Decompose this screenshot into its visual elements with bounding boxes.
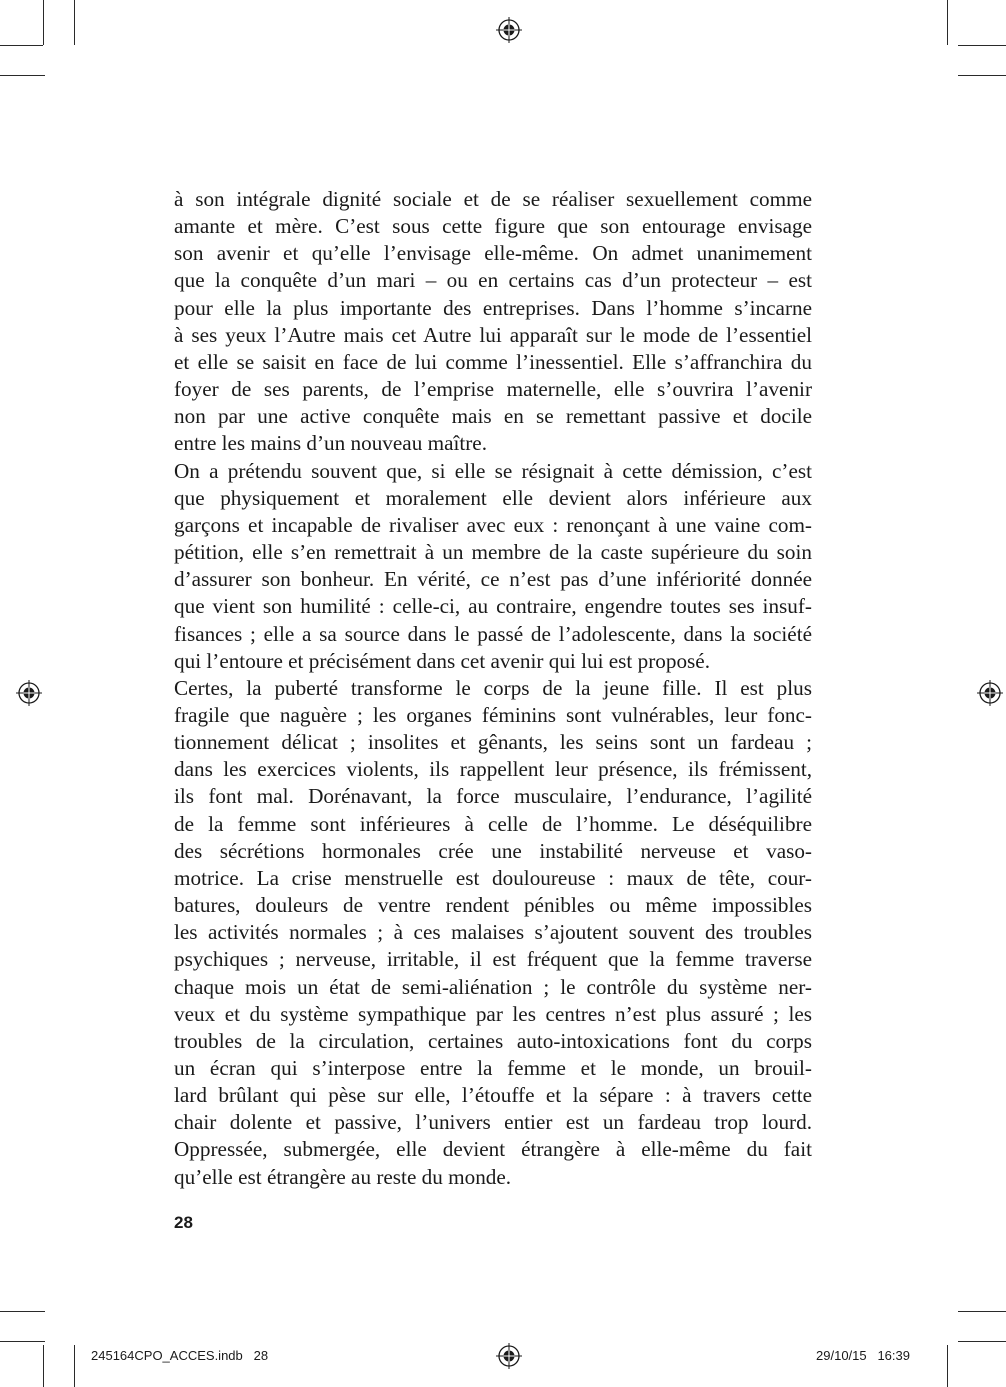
text-line: les activités normales ; à ces malaises s’ajoutent souvent des troubles (174, 920, 812, 945)
text-line: et elle se saisit en face de lui comme l’inessentiel. Elle s’affranchira du (174, 349, 812, 374)
text-line: un écran qui s’interpose entre la femme et le monde, un brouil- (174, 1056, 812, 1080)
text-line: chair dolente et passive, l’univers entier est un fardeau trop lourd. (174, 1110, 812, 1135)
text-line: psychiques ; nerveuse, irritable, il est fréquent que la femme traverse (174, 947, 812, 972)
text-line: fisances ; elle a sa source dans le passé de l’adolescente, dans la société (174, 621, 812, 646)
text-line: fragile que naguère ; les organes féminins sont vulnérables, leur fonc- (174, 702, 812, 727)
text-line: pour elle la plus importante des entreprises. Dans l’homme s’incarne (174, 295, 812, 320)
text-line: amante et mère. C’est sous cette figure que son entourage envisage (174, 214, 812, 239)
text-line: tionnement délicat ; insolites et gênants, les seins sont un fardeau ; (174, 730, 812, 755)
text-line: On a prétendu souvent que, si elle se résignait à cette démission, c’est (174, 458, 812, 483)
text-line: foyer de ses parents, de l’emprise maternelle, elle s’ouvrira l’avenir (174, 377, 812, 402)
text-line: qu’elle est étrangère au reste du monde. (174, 1164, 512, 1189)
text-line: de la femme sont inférieures à celle de l’homme. Le déséquilibre (174, 811, 812, 836)
crop-mark (0, 1341, 45, 1342)
slug-timestamp: 29/10/15 16:39 (816, 1348, 910, 1363)
registration-mark-icon (977, 680, 1003, 706)
text-line: troubles de la circulation, certaines auto-intoxications font du corps (174, 1028, 812, 1053)
text-line: à ses yeux l’Autre mais cet Autre lui apparaît sur le mode de l’essentiel (174, 322, 812, 347)
text-line: des sécrétions hormonales crée une instabilité nerveuse et vaso- (174, 838, 812, 863)
crop-mark (0, 1311, 45, 1312)
crop-mark (43, 1345, 44, 1387)
text-line: garçons et incapable de rivaliser avec eux : renonçant à une vaine com- (174, 512, 812, 537)
paragraph (174, 458, 812, 675)
crop-mark (947, 0, 948, 45)
paragraph (174, 675, 812, 1191)
crop-mark (0, 75, 45, 76)
text-line: que physiquement et moralement elle devient alors inférieure aux (174, 485, 812, 510)
text-line: pétition, elle s’en remettrait à un membre de la caste supérieure du soin (174, 540, 812, 565)
crop-mark (958, 1341, 1006, 1342)
body-text (174, 186, 812, 1191)
text-line: chaque mois un état de semi-aliénation ; le contrôle du système ner- (174, 974, 812, 999)
text-line: entre les mains d’un nouveau maître. (174, 431, 488, 456)
crop-mark (0, 45, 43, 46)
text-line: que la conquête d’un mari – ou en certains cas d’un protecteur – est (174, 268, 812, 293)
text-line: batures, douleurs de ventre rendent pénibles ou même impossibles (174, 893, 812, 918)
text-line: Certes, la puberté transforme le corps de la jeune fille. Il est plus (174, 675, 812, 700)
registration-mark-icon (16, 680, 42, 706)
crop-mark (958, 75, 1006, 76)
paragraph (174, 186, 812, 458)
text-line: que vient son humilité : celle-ci, au contraire, engendre toutes ses insuf- (174, 594, 812, 619)
crop-mark (947, 1345, 948, 1387)
text-line: ils font mal. Dorénavant, la force musculaire, l’endurance, l’agilité (174, 784, 812, 809)
text-line: lard brûlant qui pèse sur elle, l’étouffe et la sépare : à travers cette (174, 1083, 812, 1108)
crop-mark (74, 0, 75, 45)
text-line: à son intégrale dignité sociale et de se réaliser sexuellement comme (174, 187, 812, 211)
text-line: qui l’entoure et précisément dans cet avenir qui lui est proposé. (174, 648, 710, 673)
crop-mark (958, 1311, 1006, 1312)
page-number: 28 (174, 1213, 193, 1232)
text-line: son avenir et qu’elle l’envisage elle-même. On admet unanimement (174, 241, 812, 266)
text-line: d’assurer son bonheur. En vérité, ce n’est pas d’une infériorité donnée (174, 567, 812, 592)
registration-mark-icon (496, 1343, 522, 1369)
crop-mark (43, 0, 44, 45)
text-line: non par une active conquête mais en se remettant passive et docile (174, 404, 812, 429)
crop-mark (958, 45, 1006, 46)
crop-mark (74, 1345, 75, 1387)
registration-mark-icon (496, 17, 522, 43)
text-line: Oppressée, submergée, elle devient étrangère à elle-même du fait (174, 1137, 812, 1162)
text-line: motrice. La crise menstruelle est douloureuse : maux de tête, cour- (174, 865, 812, 890)
text-line: dans les exercices violents, ils rappellent leur présence, ils frémissent, (174, 757, 812, 782)
text-line: veux et du système sympathique par les centres n’est plus assuré ; les (174, 1001, 812, 1026)
slug-file-info: 245164CPO_ACCES.indb 28 (91, 1348, 269, 1363)
